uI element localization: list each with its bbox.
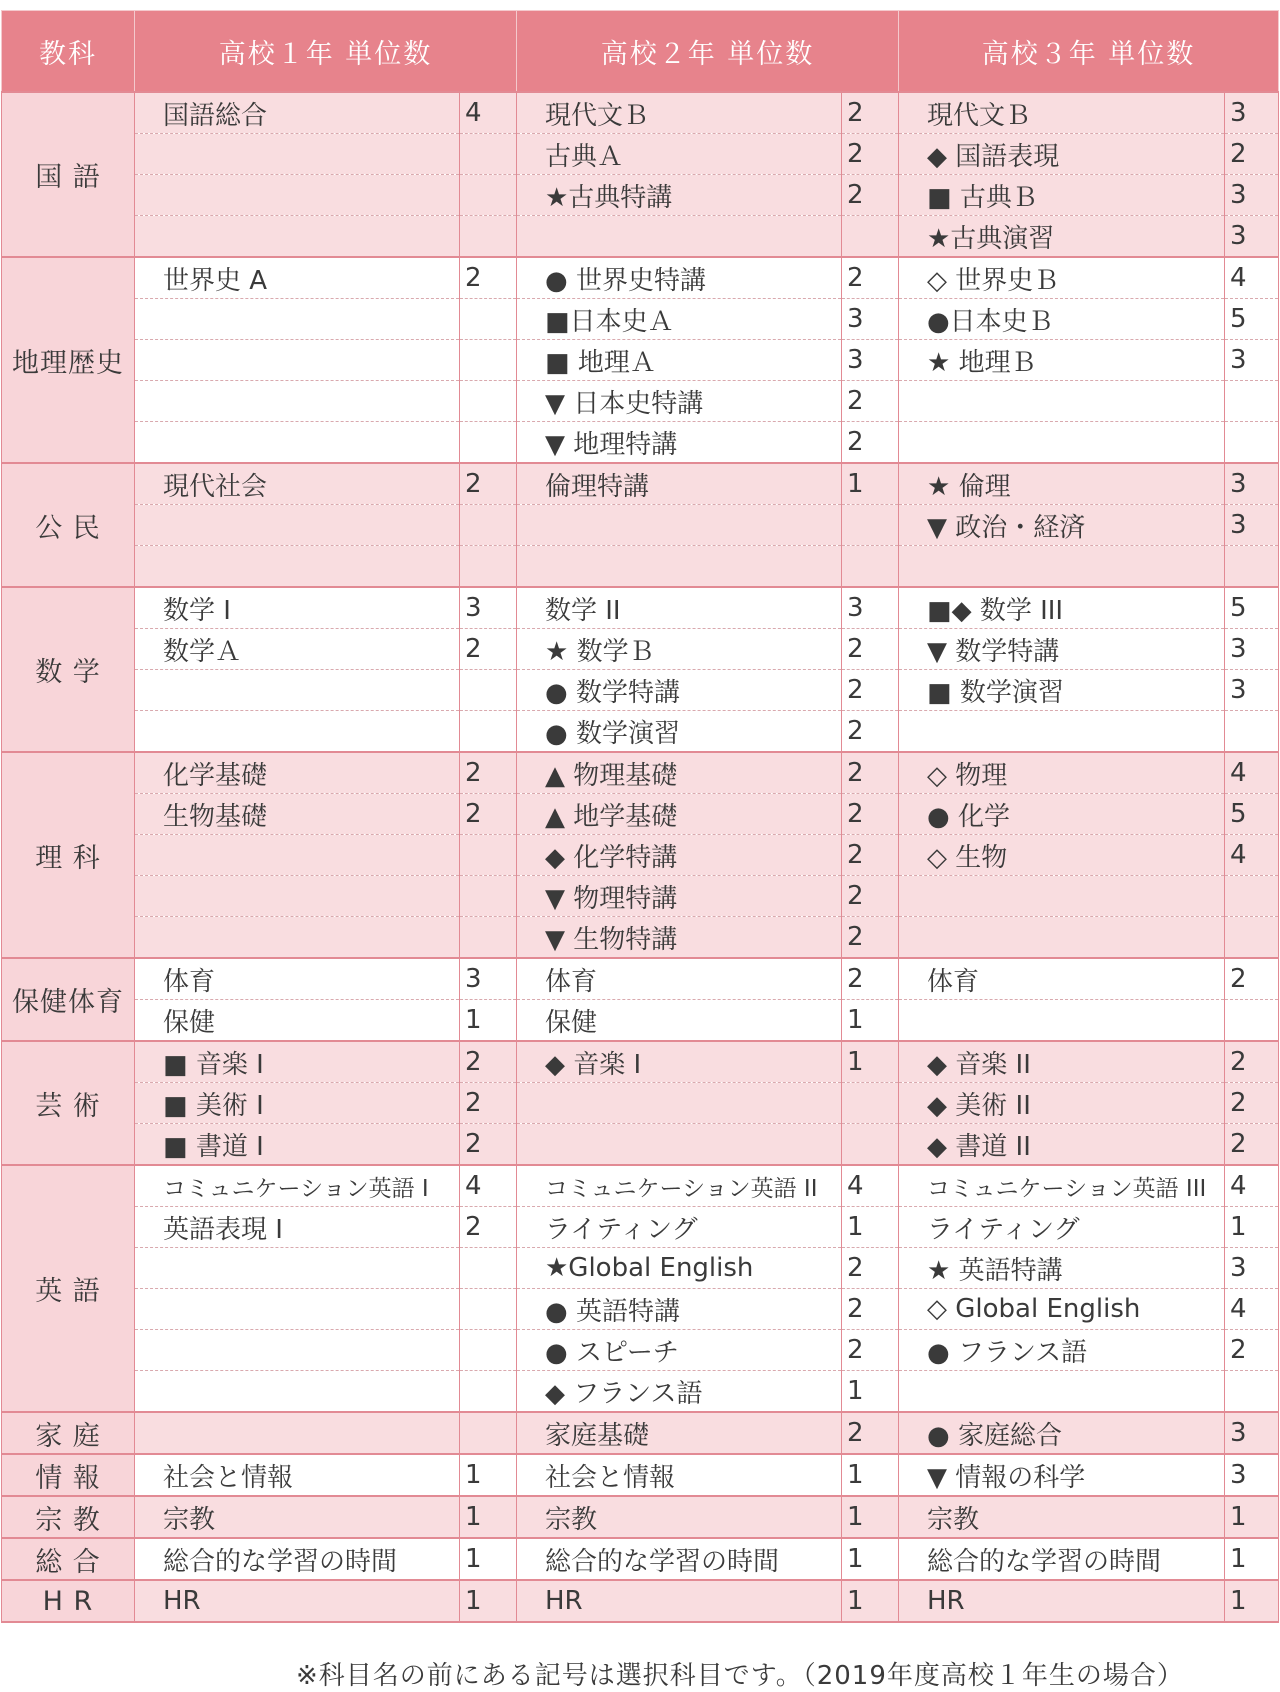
year3-course: ■ 数学演習 <box>899 670 1225 711</box>
year3-credits: 2 <box>1225 958 1279 1000</box>
year3-course: 現代文Ｂ <box>899 92 1225 134</box>
year3-credits: 3 <box>1225 629 1279 670</box>
year1-course <box>135 711 460 753</box>
year2-credits: 2 <box>842 1412 899 1454</box>
year1-credits: 1 <box>460 1496 517 1538</box>
year1-credits <box>460 917 517 959</box>
year1-course: 保健 <box>135 1000 460 1042</box>
year3-credits <box>1225 1371 1279 1413</box>
year3-credits: 3 <box>1225 505 1279 546</box>
year2-credits: 1 <box>842 1207 899 1248</box>
year2-credits: 1 <box>842 1580 899 1622</box>
year2-credits: 2 <box>842 381 899 422</box>
year1-credits: 2 <box>460 629 517 670</box>
year2-credits <box>842 216 899 258</box>
year1-credits <box>460 546 517 588</box>
year1-course <box>135 1289 460 1330</box>
year2-course: ライティング <box>517 1207 842 1248</box>
table-row <box>2 876 1279 917</box>
year3-credits: 4 <box>1225 752 1279 794</box>
year1-course: 生物基礎 <box>135 794 460 835</box>
year2-course: 倫理特講 <box>517 463 842 505</box>
subject-group <box>2 1165 1279 1412</box>
table-row <box>2 1207 1279 1248</box>
year1-course: 数学 I <box>135 587 460 629</box>
year1-credits: 1 <box>460 1000 517 1042</box>
year1-credits <box>460 876 517 917</box>
table-row <box>2 752 1279 794</box>
year2-course: ▼ 日本史特講 <box>517 381 842 422</box>
table-row <box>2 794 1279 835</box>
year1-course <box>135 1371 460 1413</box>
year2-course: ● 世界史特講 <box>517 257 842 299</box>
table-row <box>2 1248 1279 1289</box>
year3-course: ◆ 書道 II <box>899 1124 1225 1166</box>
year3-credits <box>1225 876 1279 917</box>
year3-course: ◇ Global English <box>899 1289 1225 1330</box>
year1-course: 宗教 <box>135 1496 460 1538</box>
year2-course: ▼ 生物特講 <box>517 917 842 959</box>
year1-credits: 2 <box>460 1083 517 1124</box>
year1-credits <box>460 1371 517 1413</box>
year2-credits: 2 <box>842 422 899 464</box>
year2-credits: 1 <box>842 1000 899 1042</box>
year1-credits: 3 <box>460 587 517 629</box>
year3-course: ★古典演習 <box>899 216 1225 258</box>
year2-credits: 2 <box>842 1248 899 1289</box>
table-row <box>2 1124 1279 1166</box>
year2-credits: 4 <box>842 1165 899 1207</box>
table-row <box>2 1041 1279 1083</box>
year1-course: 化学基礎 <box>135 752 460 794</box>
table-row <box>2 1289 1279 1330</box>
table-row <box>2 629 1279 670</box>
table-row <box>2 1000 1279 1042</box>
table-row <box>2 958 1279 1000</box>
year3-course <box>899 1371 1225 1413</box>
year3-course <box>899 546 1225 588</box>
year1-course: ■ 美術 I <box>135 1083 460 1124</box>
subject-group <box>2 1580 1279 1622</box>
year3-credits: 3 <box>1225 463 1279 505</box>
year3-course: コミュニケーション英語 III <box>899 1165 1225 1207</box>
year3-credits: 1 <box>1225 1496 1279 1538</box>
year3-course: ◇ 世界史Ｂ <box>899 257 1225 299</box>
year2-course: HR <box>517 1580 842 1622</box>
year1-course <box>135 505 460 546</box>
year3-course <box>899 876 1225 917</box>
table-row <box>2 257 1279 299</box>
header-row <box>2 11 1279 93</box>
year2-credits: 2 <box>842 1289 899 1330</box>
year1-credits <box>460 216 517 258</box>
year3-credits <box>1225 1000 1279 1042</box>
year2-course <box>517 216 842 258</box>
table-row <box>2 711 1279 753</box>
table-row <box>2 463 1279 505</box>
year1-credits <box>460 134 517 175</box>
subject-cell: 理 科 <box>2 752 135 958</box>
subject-cell: 宗 教 <box>2 1496 135 1538</box>
year3-course: ★ 地理Ｂ <box>899 340 1225 381</box>
year3-course: ライティング <box>899 1207 1225 1248</box>
year2-credits: 2 <box>842 752 899 794</box>
year3-course: ◇ 物理 <box>899 752 1225 794</box>
year3-credits: 3 <box>1225 1412 1279 1454</box>
table-row <box>2 1580 1279 1622</box>
subject-group <box>2 1496 1279 1538</box>
year2-course: コミュニケーション英語 II <box>517 1165 842 1207</box>
table-row <box>2 216 1279 258</box>
year3-course: HR <box>899 1580 1225 1622</box>
year1-course: 社会と情報 <box>135 1454 460 1496</box>
year1-credits: 2 <box>460 752 517 794</box>
year3-credits: 3 <box>1225 216 1279 258</box>
table-row <box>2 1454 1279 1496</box>
year3-credits: 2 <box>1225 1083 1279 1124</box>
year2-course: ★Global English <box>517 1248 842 1289</box>
year2-course <box>517 1124 842 1166</box>
year3-credits: 2 <box>1225 1124 1279 1166</box>
year2-credits <box>842 505 899 546</box>
table-row <box>2 505 1279 546</box>
table-row <box>2 92 1279 134</box>
year3-credits: 3 <box>1225 340 1279 381</box>
table-row <box>2 1496 1279 1538</box>
year2-credits: 2 <box>842 670 899 711</box>
subject-group <box>2 463 1279 587</box>
year2-course: ■ 地理Ａ <box>517 340 842 381</box>
subject-cell: 総 合 <box>2 1538 135 1580</box>
year1-course <box>135 216 460 258</box>
year2-course: ■日本史Ａ <box>517 299 842 340</box>
year2-course: ◆ 音楽 I <box>517 1041 842 1083</box>
table-row <box>2 670 1279 711</box>
year1-course: 国語総合 <box>135 92 460 134</box>
table-row <box>2 1538 1279 1580</box>
year2-credits: 2 <box>842 917 899 959</box>
year2-course: ★古典特講 <box>517 175 842 216</box>
year1-course: コミュニケーション英語 I <box>135 1165 460 1207</box>
year3-course <box>899 422 1225 464</box>
year1-credits <box>460 1330 517 1371</box>
table-header <box>2 11 1279 93</box>
subject-group <box>2 92 1279 257</box>
year3-course: 体育 <box>899 958 1225 1000</box>
year3-credits: 1 <box>1225 1580 1279 1622</box>
year3-credits <box>1225 917 1279 959</box>
table-row <box>2 1412 1279 1454</box>
year3-credits <box>1225 546 1279 588</box>
table-row <box>2 546 1279 588</box>
year1-credits: 2 <box>460 1207 517 1248</box>
year2-credits: 2 <box>842 92 899 134</box>
year1-course <box>135 340 460 381</box>
year3-credits: 5 <box>1225 299 1279 340</box>
subject-group <box>2 752 1279 958</box>
subject-cell: 数 学 <box>2 587 135 752</box>
subject-cell: 芸 術 <box>2 1041 135 1165</box>
year2-course: 宗教 <box>517 1496 842 1538</box>
year3-course: ● 家庭総合 <box>899 1412 1225 1454</box>
year1-course <box>135 175 460 216</box>
year2-course: ▼ 地理特講 <box>517 422 842 464</box>
year2-credits: 2 <box>842 711 899 753</box>
subject-group <box>2 1454 1279 1496</box>
table-row <box>2 422 1279 464</box>
year1-credits: 3 <box>460 958 517 1000</box>
year1-course: 体育 <box>135 958 460 1000</box>
year2-course: 保健 <box>517 1000 842 1042</box>
year3-credits: 1 <box>1225 1207 1279 1248</box>
year3-credits: 3 <box>1225 670 1279 711</box>
year1-credits: 4 <box>460 1165 517 1207</box>
year1-course <box>135 546 460 588</box>
year2-credits: 2 <box>842 629 899 670</box>
subject-cell: 保健体育 <box>2 958 135 1041</box>
year1-course <box>135 876 460 917</box>
year1-course: HR <box>135 1580 460 1622</box>
table-row <box>2 340 1279 381</box>
year3-course: ◆ 音楽 II <box>899 1041 1225 1083</box>
year3-credits: 3 <box>1225 92 1279 134</box>
year2-course <box>517 505 842 546</box>
year1-course <box>135 1412 460 1454</box>
year3-course: ▼ 情報の科学 <box>899 1454 1225 1496</box>
year2-course: ★ 数学Ｂ <box>517 629 842 670</box>
footnote: ※科目名の前にある記号は選択科目です。（2019年度高校１年生の場合） <box>296 1661 1184 1691</box>
subject-cell: 公 民 <box>2 463 135 587</box>
subject-group <box>2 1041 1279 1165</box>
year1-credits <box>460 1289 517 1330</box>
header-year2: 高校２年 単位数 <box>517 11 899 93</box>
year1-credits <box>460 505 517 546</box>
table-row <box>2 1371 1279 1413</box>
year2-credits: 1 <box>842 1371 899 1413</box>
year1-course: 現代社会 <box>135 463 460 505</box>
year2-course <box>517 1083 842 1124</box>
year3-credits <box>1225 381 1279 422</box>
year1-course <box>135 381 460 422</box>
year3-course: ● フランス語 <box>899 1330 1225 1371</box>
year2-course: 数学 II <box>517 587 842 629</box>
year2-credits <box>842 546 899 588</box>
year3-credits: 3 <box>1225 175 1279 216</box>
year1-credits <box>460 1412 517 1454</box>
year1-course <box>135 1248 460 1289</box>
year1-credits <box>460 1248 517 1289</box>
curriculum-table <box>1 10 1279 1623</box>
year1-course <box>135 1330 460 1371</box>
year3-course: ◇ 生物 <box>899 835 1225 876</box>
year3-course <box>899 381 1225 422</box>
year2-course: 総合的な学習の時間 <box>517 1538 842 1580</box>
year3-credits: 4 <box>1225 257 1279 299</box>
year1-credits <box>460 422 517 464</box>
subject-group <box>2 587 1279 752</box>
year1-credits: 2 <box>460 794 517 835</box>
year3-credits <box>1225 711 1279 753</box>
year1-credits <box>460 299 517 340</box>
year2-course: 家庭基礎 <box>517 1412 842 1454</box>
subject-cell: 国 語 <box>2 92 135 257</box>
year3-credits: 5 <box>1225 587 1279 629</box>
year2-credits: 1 <box>842 1538 899 1580</box>
year1-course: 世界史 A <box>135 257 460 299</box>
year3-credits: 4 <box>1225 1165 1279 1207</box>
year3-course: ★ 英語特講 <box>899 1248 1225 1289</box>
year2-course: 体育 <box>517 958 842 1000</box>
year1-course <box>135 299 460 340</box>
year3-course: ■◆ 数学 III <box>899 587 1225 629</box>
header-year1: 高校１年 単位数 <box>135 11 517 93</box>
table-row <box>2 1165 1279 1207</box>
year1-course: 英語表現 I <box>135 1207 460 1248</box>
year2-course: ● 数学演習 <box>517 711 842 753</box>
year3-credits: 4 <box>1225 1289 1279 1330</box>
year3-course: ◆ 国語表現 <box>899 134 1225 175</box>
table-row <box>2 134 1279 175</box>
year1-credits: 1 <box>460 1538 517 1580</box>
year1-course: ■ 書道 I <box>135 1124 460 1166</box>
table-row <box>2 1330 1279 1371</box>
subject-group <box>2 958 1279 1041</box>
year3-credits <box>1225 422 1279 464</box>
year2-credits: 2 <box>842 958 899 1000</box>
year3-course: 総合的な学習の時間 <box>899 1538 1225 1580</box>
year1-credits <box>460 711 517 753</box>
subject-cell: 家 庭 <box>2 1412 135 1454</box>
year1-credits <box>460 340 517 381</box>
subject-cell: 情 報 <box>2 1454 135 1496</box>
year2-credits: 2 <box>842 257 899 299</box>
year1-credits: 2 <box>460 463 517 505</box>
year2-course: ● 数学特講 <box>517 670 842 711</box>
subject-cell: 英 語 <box>2 1165 135 1412</box>
year2-credits: 3 <box>842 587 899 629</box>
subject-group <box>2 1412 1279 1454</box>
year2-credits: 2 <box>842 794 899 835</box>
year2-credits: 1 <box>842 1454 899 1496</box>
subject-cell: 地理歴史 <box>2 257 135 463</box>
year3-course: ▼ 数学特講 <box>899 629 1225 670</box>
year3-credits: 1 <box>1225 1538 1279 1580</box>
year2-course: ◆ フランス語 <box>517 1371 842 1413</box>
year2-course: ◆ 化学特講 <box>517 835 842 876</box>
header-year3: 高校３年 単位数 <box>899 11 1279 93</box>
year2-credits <box>842 1124 899 1166</box>
table-row <box>2 587 1279 629</box>
year3-credits: 3 <box>1225 1248 1279 1289</box>
year2-credits: 2 <box>842 134 899 175</box>
year2-credits: 2 <box>842 876 899 917</box>
year3-credits: 5 <box>1225 794 1279 835</box>
year3-course <box>899 1000 1225 1042</box>
table-row <box>2 917 1279 959</box>
year3-credits: 2 <box>1225 134 1279 175</box>
table-row <box>2 175 1279 216</box>
year1-credits <box>460 175 517 216</box>
year3-credits: 4 <box>1225 835 1279 876</box>
year3-course: ●日本史Ｂ <box>899 299 1225 340</box>
year3-course: 宗教 <box>899 1496 1225 1538</box>
subject-cell: H R <box>2 1580 135 1622</box>
year3-course <box>899 711 1225 753</box>
year2-credits: 1 <box>842 1496 899 1538</box>
year2-course: 現代文Ｂ <box>517 92 842 134</box>
year1-credits: 2 <box>460 1124 517 1166</box>
year2-course: ▲ 地学基礎 <box>517 794 842 835</box>
year3-credits: 3 <box>1225 1454 1279 1496</box>
year3-credits: 2 <box>1225 1041 1279 1083</box>
year2-course: ▲ 物理基礎 <box>517 752 842 794</box>
year3-course: ◆ 美術 II <box>899 1083 1225 1124</box>
year3-course: ★ 倫理 <box>899 463 1225 505</box>
year2-credits: 1 <box>842 463 899 505</box>
year1-course <box>135 917 460 959</box>
header-subject: 教科 <box>2 11 135 93</box>
table-row <box>2 835 1279 876</box>
year1-credits <box>460 670 517 711</box>
year1-course <box>135 422 460 464</box>
year2-credits: 1 <box>842 1041 899 1083</box>
year3-course: ▼ 政治・経済 <box>899 505 1225 546</box>
year1-credits: 1 <box>460 1580 517 1622</box>
year2-course: ● 英語特講 <box>517 1289 842 1330</box>
year2-credits: 2 <box>842 835 899 876</box>
subject-group <box>2 257 1279 463</box>
table-row <box>2 381 1279 422</box>
year2-course <box>517 546 842 588</box>
year3-credits: 2 <box>1225 1330 1279 1371</box>
year1-course <box>135 134 460 175</box>
curriculum-table-wrapper <box>0 10 1280 1623</box>
year2-credits: 3 <box>842 340 899 381</box>
year3-course <box>899 917 1225 959</box>
year2-course: ▼ 物理特講 <box>517 876 842 917</box>
year1-credits: 4 <box>460 92 517 134</box>
year1-credits: 1 <box>460 1454 517 1496</box>
year2-course: 古典Ａ <box>517 134 842 175</box>
year1-course <box>135 670 460 711</box>
year1-credits <box>460 381 517 422</box>
year2-credits <box>842 1083 899 1124</box>
year2-credits: 2 <box>842 175 899 216</box>
year2-credits: 3 <box>842 299 899 340</box>
subject-group <box>2 1538 1279 1580</box>
table-row <box>2 1083 1279 1124</box>
year1-course: 数学Ａ <box>135 629 460 670</box>
year2-course: 社会と情報 <box>517 1454 842 1496</box>
year2-course: ● スピーチ <box>517 1330 842 1371</box>
table-row <box>2 299 1279 340</box>
year1-credits: 2 <box>460 1041 517 1083</box>
year3-course: ● 化学 <box>899 794 1225 835</box>
year1-course: 総合的な学習の時間 <box>135 1538 460 1580</box>
year1-credits: 2 <box>460 257 517 299</box>
year1-credits <box>460 835 517 876</box>
year1-course <box>135 835 460 876</box>
year2-credits: 2 <box>842 1330 899 1371</box>
year1-course: ■ 音楽 I <box>135 1041 460 1083</box>
year3-course: ■ 古典Ｂ <box>899 175 1225 216</box>
